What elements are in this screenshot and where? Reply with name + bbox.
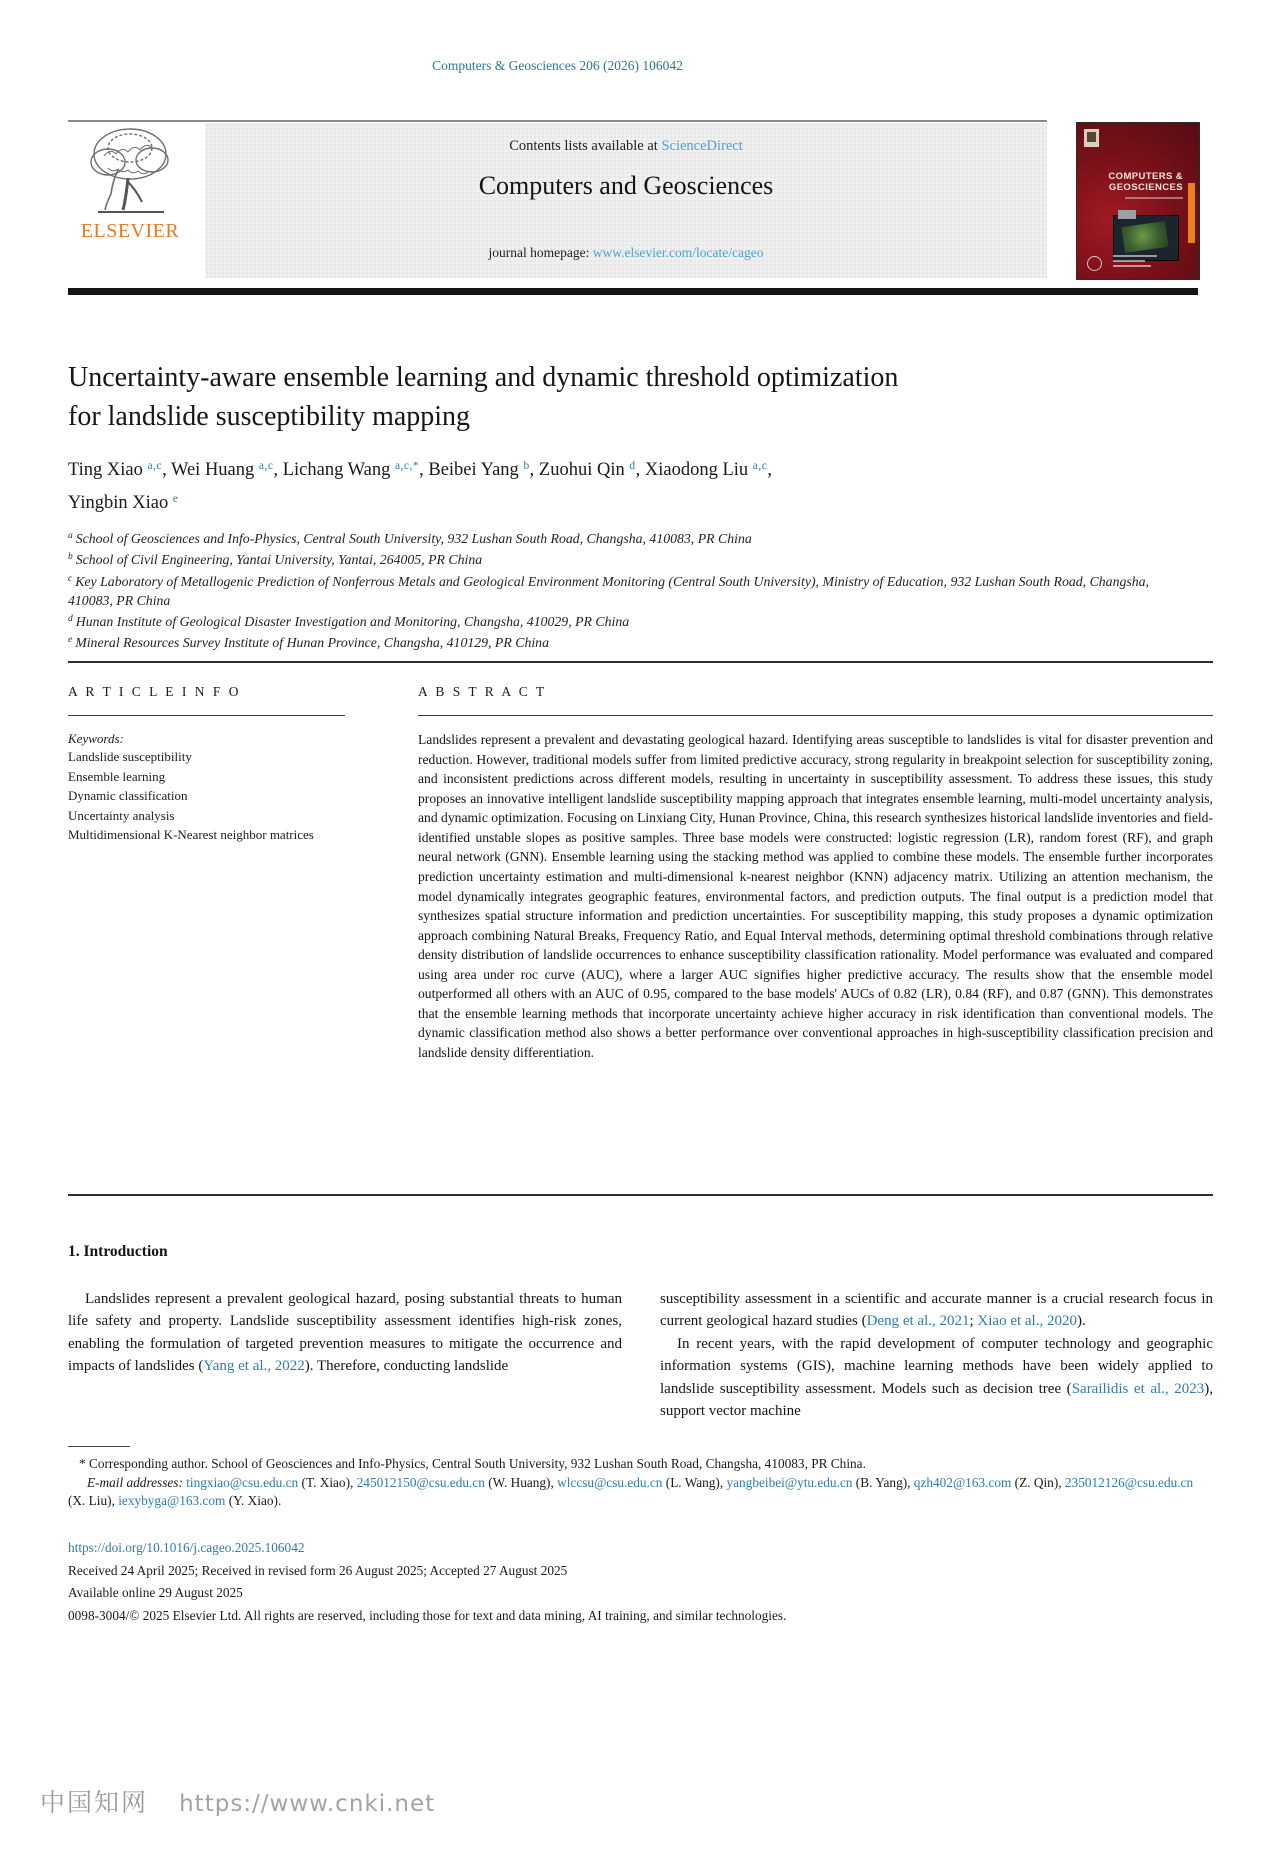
inline-link[interactable]: yangbeibei@ytu.edu.cn [726,1474,853,1490]
affiliation-item: $^c$ Key Laboratory of Metallogenic Prediction of Nonferrous Metals and Geological Environment Monitoring (Central South University), Ministry of Education, 932 Lushan South Road, Changsha, 410083, PR China [68,573,1149,608]
introduction-section [68,1243,1213,1422]
inline-link[interactable]: qzh402@163.com [913,1474,1012,1490]
keyword: Multidimensional K-Nearest neighbor matrices [68,827,314,843]
cover-elsevier-mini-logo-icon [1084,129,1099,147]
elsevier-logo [70,126,190,243]
inline-link[interactable]: a,c [147,460,163,472]
elsevier-wordmark: ELSEVIER [80,220,180,242]
abstract-column [418,684,1213,1076]
inline-link[interactable]: d [629,460,636,472]
author-line: Ting Xiao $^{a,c}$, Wei Huang $^{a,c}$, Lichang Wang $^{a,c,*}$, Beibei Yang $^b$, Zuohui Qin $^d$, Xiaodong Liu $^{a,c}$, [68,460,772,480]
affiliations [68,527,1173,653]
journal-citation-header: Computers & Geosciences 206 (2026) 106042 [432,58,683,73]
copyright-line: 0098-3004/© 2025 Elsevier Ltd. All rights are reserved, including those for text and data mining, AI training, and similar technologies. [68,1607,787,1623]
received-dates: Received 24 April 2025; Received in revised form 26 August 2025; Accepted 27 August 2025 [68,1562,568,1578]
cover-society-logo-icon [1087,256,1102,271]
contents-list-line: Contents lists available at ScienceDirect [509,138,743,154]
cover-orange-stripe [1188,183,1195,243]
inline-link[interactable]: b [523,460,530,472]
journal-title: Computers and Geosciences [478,171,774,200]
article-info-column [68,684,345,1076]
affiliation-item: $^d$ Hunan Institute of Geological Disaster Investigation and Monitoring, Changsha, 410029, PR China [68,614,630,630]
inline-link[interactable]: 235012126@csu.edu.cn [1064,1474,1194,1490]
cover-title: COMPUTERS & GEOSCIENCES [1108,171,1183,193]
article-title: Uncertainty-aware ensemble learning and dynamic threshold optimization for landslide susceptibility mapping [68,362,899,432]
divider [418,715,1213,716]
footnote-block [68,1446,1213,1511]
cnki-watermark [40,1783,435,1819]
author-list [68,452,1213,518]
divider [68,661,1213,663]
inline-link[interactable]: Sarailidis et al., 2023 [1071,1380,1205,1397]
journal-cover-thumbnail [1076,122,1200,280]
footnote-divider [68,1446,130,1447]
inline-link[interactable]: tingxiao@csu.edu.cn [186,1474,299,1490]
inline-link[interactable]: Yang et al., 2022 [203,1358,305,1375]
inline-link[interactable]: 245012150@csu.edu.cn [356,1474,485,1490]
inline-link[interactable]: e [172,493,179,505]
inline-link[interactable]: wlccsu@csu.edu.cn [557,1474,663,1490]
divider [68,1194,1213,1196]
inline-link[interactable]: www.elsevier.com/locate/cageo [592,245,764,260]
divider [68,715,345,716]
paragraph: Landslides represent a prevalent geological hazard, posing substantial threats to human life safety and property. Landslide susceptibility assessment identifies high-risk zones, enabling the formulation of targeted prevention measures to mitigate the occurrence and impacts of landslides (Yang et al., 2022). Therefore, conducting landslide [68,1291,622,1375]
cover-subtitle-bar [1125,197,1183,199]
abstract-heading: A B S T R A C T [418,684,547,699]
paragraph: susceptibility assessment in a scientific and accurate manner is a crucial research focus in current geological hazard studies (Deng et al., 2021; Xiao et al., 2020). [660,1291,1213,1330]
keyword: Landslide susceptibility [68,749,192,765]
abstract-text: Landslides represent a prevalent and devastating geological hazard. Identifying areas susceptible to landslides is vital for disaster prevention and reduction. However, traditional models suffer from limited predictive accuracy, strong regularity in breakpoint selection for susceptibility zoning, and inconsistent predictions across different models, resulting in uncertainty in susceptibility assessment. To address these issues, this study proposes an innovative intelligent landslide susceptibility mapping approach that integrates ensemble learning, multi-model uncertainty analysis, and dynamic optimization. Focusing on Linxiang City, Hunan Province, China, this research synthesizes historical landslide inventories and field-identified unstable slopes as positive samples. Three base models were constructed: logistic regression (LR), random forest (RF), and graph neural network (GNN). Ensemble learning using the stacking method was applied to combine these models. The ensemble further incorporates prediction uncertainty estimation and multi-dimensional k-nearest neighbor (KNN) adjacency matrix. Utilizing an attention mechanism, the model dynamically integrates geographic features, environmental factors, and prediction outputs. The final output is a prediction model that synthesizes spatial structure information and prediction uncertainties. For susceptibility mapping, this study proposes a dynamic optimization approach combining Natural Breaks, Frequency Ratio, and Equal Interval methods, determining optimal threshold combinations through relative density distribution of landslide occurrences to enhance susceptibility classification rationality. Model performance was evaluated and compared using area under roc curve (AUC), where a larger AUC signifies higher predictive accuracy. The results show that the ensemble model outperformed all others with an AUC of 0.95, compared to the base models' AUCs of 0.82 (LR), 0.84 (RF), and 0.87 (GNN). This demonstrates that the ensemble learning methods that incorporate uncertainty achieve higher accuracy in risk identification than conventional models. The dynamic classification method also shows a better performance over conventional approaches in high-susceptibility classification precision and landslide density differentiation. [418,732,1213,1060]
cnki-logo-text: 中国知网 [40,1788,149,1817]
inline-link[interactable]: a,c,* [394,460,420,472]
affiliation-item: $^a$ School of Geosciences and Info-Physics, Central South University, 932 Lushan South Road, Changsha, 410083, PR China [68,531,752,546]
inline-link[interactable]: iexybyga@163.com [118,1493,226,1509]
email-addresses-note: E-mail addresses: tingxiao@csu.edu.cn (T. Xiao), 245012150@csu.edu.cn (W. Huang), wlccsu@csu.edu.cn (L. Wang), yangbeibei@ytu.edu.cn (B. Yang), qzh402@163.com (Z. Qin), 235012126@csu.edu.cn (X. Liu), iexybyga@163.com (Y. Xiao). [68,1474,1194,1509]
divider [68,120,1047,122]
available-online-date: Available online 29 August 2025 [68,1585,243,1600]
inline-link[interactable]: Deng et al., 2021 [866,1313,970,1330]
affiliation-item: $^b$ School of Civil Engineering, Yantai University, Yantai, 264005, PR China [68,552,483,568]
author-line: Yingbin Xiao $^e$ [68,493,179,513]
intro-right-column [660,1288,1213,1422]
section-heading: 1. Introduction [68,1243,168,1260]
masthead-black-bar [68,288,1198,295]
keywords-label: Keywords: [68,731,124,747]
cover-editor-text-bars [1113,255,1157,270]
keyword: Uncertainty analysis [68,807,175,823]
article-info-heading: A R T I C L E I N F O [68,684,242,699]
publication-info [68,1540,1213,1630]
inline-link[interactable]: ScienceDirect [661,138,743,154]
paragraph: In recent years, with the rapid development of computer technology and geographic information systems (GIS), machine learning methods have been widely applied to landslide susceptibility assessment. Models such as decision tree (Sarailidis et al., 2023), support vector machine [660,1335,1213,1420]
intro-left-column [68,1288,622,1422]
journal-homepage-line: journal homepage: www.elsevier.com/locate/cageo [488,245,764,260]
cnki-url: https://www.cnki.net [179,1791,436,1817]
elsevier-tree-icon [70,126,190,218]
keyword: Dynamic classification [68,788,188,804]
affiliation-item: $^e$ Mineral Resources Survey Institute of Hunan Province, Changsha, 410129, PR China [68,635,549,651]
journal-masthead-box [205,123,1047,278]
keyword: Ensemble learning [68,768,166,784]
inline-link[interactable]: Xiao et al., 2020 [977,1313,1077,1330]
inline-link[interactable]: a,c [258,460,274,472]
doi-link[interactable]: https://doi.org/10.1016/j.cageo.2025.106042 [68,1540,305,1555]
corresponding-author-note: * Corresponding author. School of Geosciences and Info-Physics, Central South University, 932 Lushan South Road, Changsha, 410083, PR China. [79,1456,866,1471]
inline-link[interactable]: a,c [752,460,768,472]
